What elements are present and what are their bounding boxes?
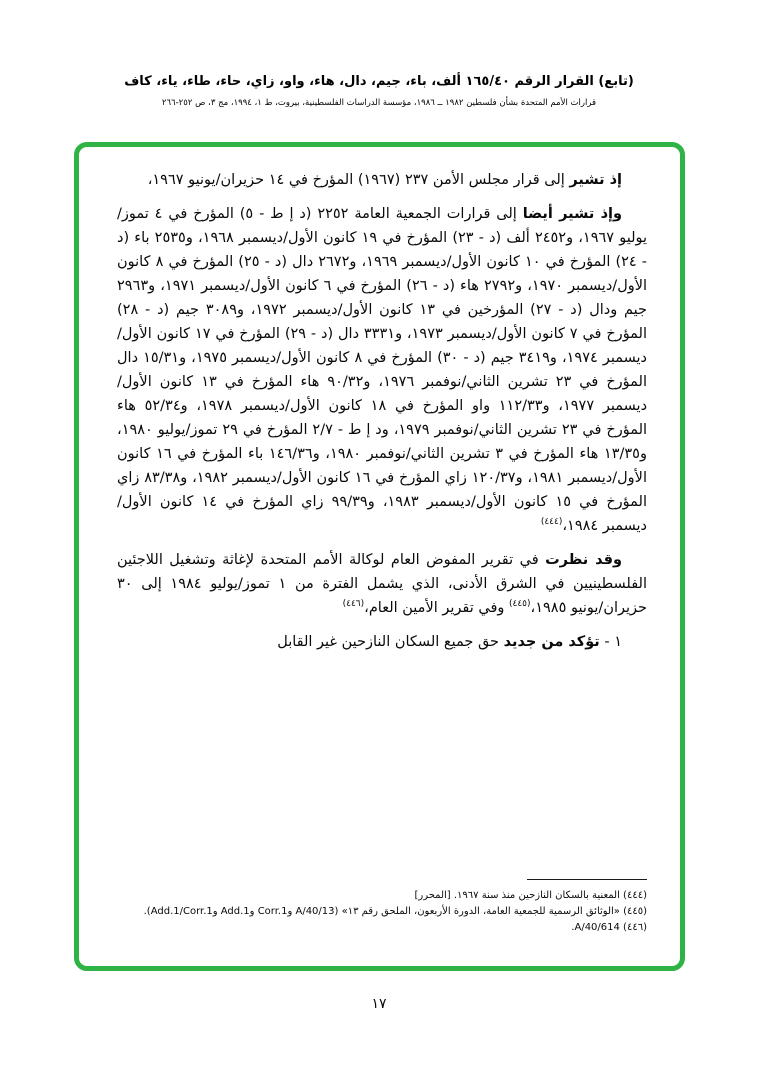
footnotes-section bbox=[117, 879, 647, 936]
source-citation-line: قرارات الأمم المتحدة بشأن فلسطين ١٩٨٢ ــ ١٩٨٦، مؤسسة الدراسات الفلسطينية، بيروت، ط ١، ١٩٩٤، مج ٣، ص ٢٥٢-٢٦٦ bbox=[161, 98, 597, 108]
footnote-reference-444: (٤٤٤) bbox=[540, 517, 563, 528]
paragraph-recalling-ga-resolutions bbox=[117, 202, 647, 538]
document-header bbox=[0, 74, 758, 108]
lead-phrase: تؤكد من جديد bbox=[503, 634, 600, 650]
paragraph-text: حق جميع السكان النازحين غير القابل bbox=[277, 634, 504, 650]
paragraph-number: ١ - bbox=[599, 634, 622, 650]
paragraph-text: إلى قرار مجلس الأمن ٢٣٧ (١٩٦٧) المؤرخ في ١٤ حزيران/يونيو ١٩٦٧، bbox=[147, 172, 570, 188]
lead-phrase: وقد نظرت bbox=[545, 552, 623, 568]
paragraph-text: وفي تقرير الأمين العام، bbox=[364, 600, 509, 616]
footnote-reference-446: (٤٤٦) bbox=[342, 599, 365, 610]
operative-paragraph-1 bbox=[117, 630, 647, 654]
paragraph-text: في تقرير المفوض العام لوكالة الأمم المتحدة لإغاثة وتشغيل اللاجئين الفلسطينيين في الشرق الأدنى، الذي يشمل الفترة من ١ تموز/يوليو ١٩٨٤ إلى ٣٠ حزيران/يونيو ١٩٨٥، bbox=[117, 552, 647, 616]
lead-phrase: إذ تشير bbox=[569, 172, 622, 188]
resolution-body-text bbox=[117, 168, 647, 654]
footnote-445: (٤٤٥) «الوثائق الرسمية للجمعية العامة، الدورة الأربعون، الملحق رقم ١٣» (A/40/13 وCorr.1 وAdd.1 وAdd.1/Corr.1). bbox=[143, 906, 647, 917]
footnote-444: (٤٤٤) المعنية بالسكان النازحين منذ سنة ١٩٦٧. [المحرر] bbox=[414, 890, 647, 901]
footnote-reference-445: (٤٤٥) bbox=[509, 599, 531, 610]
paragraph-having-considered-reports bbox=[117, 548, 647, 620]
footnote-446: (٤٤٦) A/40/614. bbox=[571, 922, 647, 933]
resolution-title: (تابع) القرار الرقم ١٦٥/٤٠ ألف، باء، جيم، دال، هاء، واو، زاي، حاء، طاء، ياء، كاف bbox=[124, 74, 634, 89]
footnote-separator-rule bbox=[527, 879, 647, 880]
green-border-frame bbox=[74, 142, 685, 971]
paragraph-text: إلى قرارات الجمعية العامة ٢٢٥٢ (د إ ط - ٥) المؤرخ في ٤ تموز/يوليو ١٩٦٧، و٢٤٥٢ ألف (د - ٢٣) المؤرخ في ١٩ كانون الأول/ديسمبر ١٩٦٨، و٢٥٣٥ باء (د - ٢٤) المؤرخ في ١٠ كانون الأول/ديسمبر ١٩٦٩، و٢٦٧٢ دال (د - ٢٥) المؤرخ في ٨ كانون الأول/ديسمبر ١٩٧٠، و٢٧٩٢ هاء (د - ٢٦) المؤرخ في ٦ كانون الأول/ديسمبر ١٩٧١، و٢٩٦٣ جيم ودال (د - ٢٧) المؤرخين في ١٣ كانون الأول/ديسمبر ١٩٧٢، و٣٠٨٩ جيم (د - ٢٨) المؤرخ في ٧ كانون الأول/ديسمبر ١٩٧٣، و٣٣٣١ دال (د - ٢٩) المؤرخ في ١٧ كانون الأول/ديسمبر ١٩٧٤، و٣٤١٩ جيم (د - ٣٠) المؤرخ في ٨ كانون الأول/ديسمبر ١٩٧٥، و١٥/٣١ دال المؤرخ في ٢٣ تشرين الثاني/نوفمبر ١٩٧٦، و٩٠/٣٢ هاء المؤرخ في ١٣ كانون الأول/ديسمبر ١٩٧٧، و١١٢/٣٣ واو المؤرخ في ١٨ كانون الأول/ديسمبر ١٩٧٨، و٥٢/٣٤ هاء المؤرخ في ٢٣ تشرين الثاني/نوفمبر ١٩٧٩، ود إ ط - ٢/٧ المؤرخ في ٢٩ تموز/يوليو ١٩٨٠، و١٣/٣٥ هاء المؤرخ في ٣ تشرين الثاني/نوفمبر ١٩٨٠، و١٤٦/٣٦ باء المؤرخ في ١٦ كانون الأول/ديسمبر ١٩٨١، و١٢٠/٣٧ زاي المؤرخ في ١٦ كانون الأول/ديسمبر ١٩٨٢، و٨٣/٣٨ زاي المؤرخ في ١٥ كانون الأول/ديسمبر ١٩٨٣، و٩٩/٣٩ زاي المؤرخ في ١٤ كانون الأول/ديسمبر ١٩٨٤، bbox=[117, 206, 648, 534]
paragraph-recalling-sc-resolution bbox=[117, 168, 647, 192]
lead-phrase: وإذ تشير أيضا bbox=[522, 206, 622, 222]
page-number: ١٧ bbox=[371, 996, 387, 1012]
